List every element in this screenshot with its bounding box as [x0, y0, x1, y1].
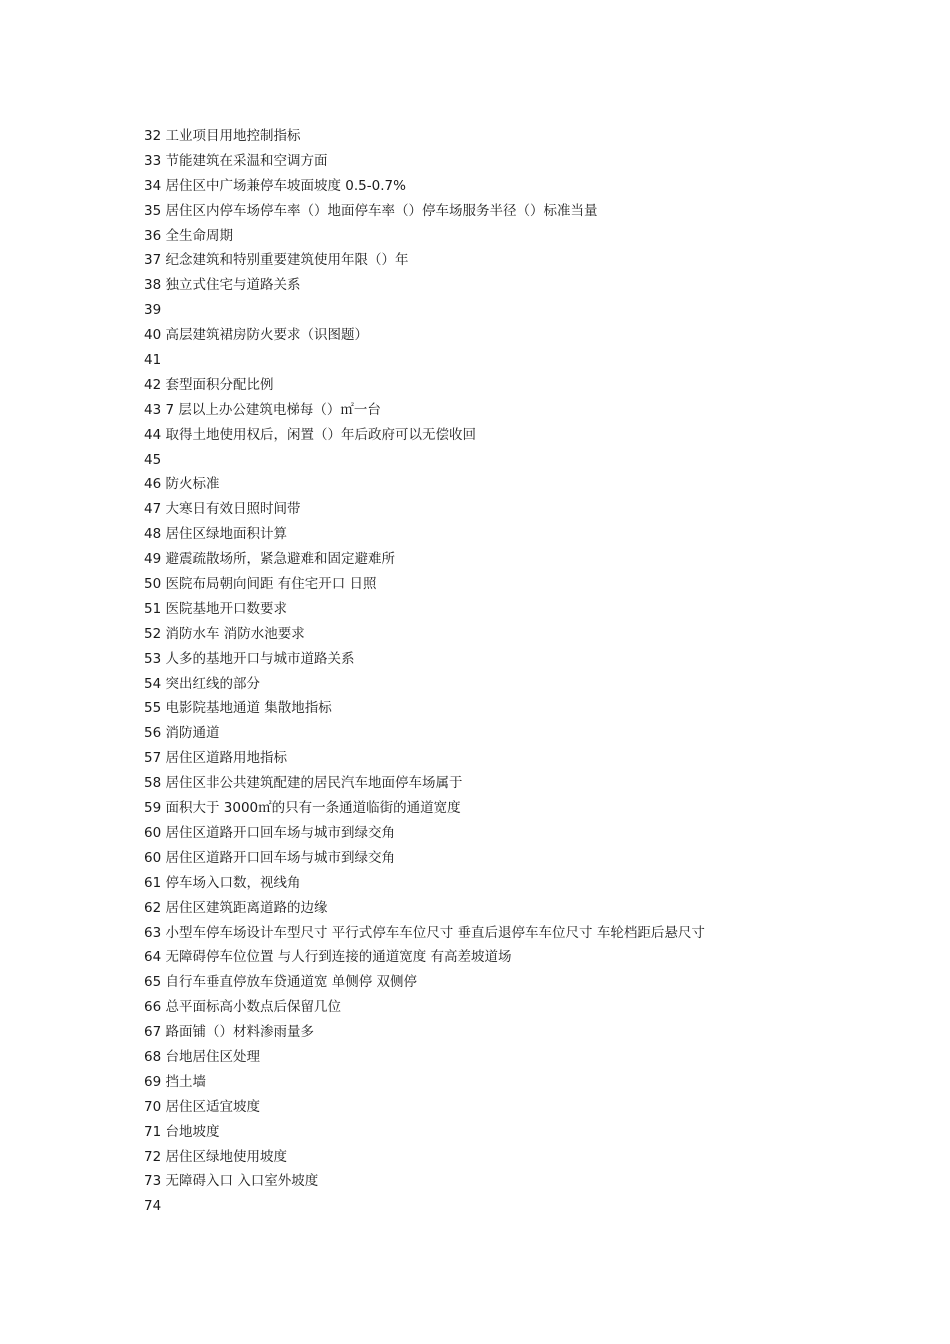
- list-item: 52 消防水车 消防水池要求: [144, 625, 305, 642]
- list-item: 58 居住区非公共建筑配建的居民汽车地面停车场属于: [144, 775, 463, 792]
- list-item: 59 面积大于 3000㎡的只有一条通道临街的通道宽度: [144, 800, 461, 817]
- list-item: 33 节能建筑在采温和空调方面: [144, 152, 328, 169]
- list-item: 62 居住区建筑距离道路的边缘: [144, 899, 328, 916]
- list-item: 63 小型车停车场设计车型尺寸 平行式停车车位尺寸 垂直后退停车车位尺寸 车轮档距后悬尺寸: [144, 924, 705, 941]
- list-item: 40 高层建筑裙房防火要求（识图题）: [144, 327, 368, 344]
- list-item: 37 纪念建筑和特别重要建筑使用年限（）年: [144, 252, 409, 269]
- list-item: 34 居住区中广场兼停车坡面坡度 0.5-0.7%: [144, 177, 406, 194]
- list-item: 45: [144, 451, 162, 468]
- list-item: 41: [144, 352, 162, 369]
- question-list: [144, 124, 844, 1219]
- list-item: 69 挡土墙: [144, 1073, 206, 1090]
- list-item: 36 全生命周期: [144, 227, 233, 244]
- list-item: 54 突出红线的部分: [144, 675, 260, 692]
- list-item: 42 套型面积分配比例: [144, 376, 274, 393]
- list-item: 51 医院基地开口数要求: [144, 600, 287, 617]
- list-item: 46 防火标准: [144, 476, 220, 493]
- list-item: 50 医院布局朝向间距 有住宅开口 日照: [144, 576, 377, 593]
- list-item: 68 台地居住区处理: [144, 1048, 260, 1065]
- list-item: 38 独立式住宅与道路关系: [144, 277, 301, 294]
- list-item: 70 居住区适宜坡度: [144, 1098, 260, 1115]
- list-item: 35 居住区内停车场停车率（）地面停车率（）停车场服务半径（）标准当量: [144, 202, 598, 219]
- list-item: 53 人多的基地开口与城市道路关系: [144, 650, 355, 667]
- list-item: 48 居住区绿地面积计算: [144, 526, 287, 543]
- list-item: 39: [144, 302, 162, 319]
- list-item: 61 停车场入口数，视线角: [144, 874, 301, 891]
- list-item: 49 避震疏散场所，紧急避难和固定避难所: [144, 551, 395, 568]
- list-item: 73 无障碍入口 入口室外坡度: [144, 1173, 319, 1190]
- list-item: 44 取得土地使用权后，闲置（）年后政府可以无偿收回: [144, 426, 476, 443]
- list-item: 55 电影院基地通道 集散地指标: [144, 700, 332, 717]
- list-item: 60 居住区道路开口回车场与城市到绿交角: [144, 849, 395, 866]
- list-item: 43 7 层以上办公建筑电梯每（）㎡一台: [144, 401, 381, 418]
- list-item: 74: [144, 1198, 162, 1215]
- list-item: 60 居住区道路开口回车场与城市到绿交角: [144, 824, 395, 841]
- list-item: 67 路面铺（）材料渗雨量多: [144, 1024, 314, 1041]
- list-item: 56 消防通道: [144, 725, 220, 742]
- list-item: 32 工业项目用地控制指标: [144, 128, 301, 144]
- list-item: 47 大寒日有效日照时间带: [144, 501, 301, 518]
- list-item: 64 无障碍停车位位置 与人行到连接的通道宽度 有高差坡道场: [144, 949, 512, 966]
- list-item: 57 居住区道路用地指标: [144, 750, 287, 767]
- list-item: 65 自行车垂直停放车贷通道宽 单侧停 双侧停: [144, 974, 418, 991]
- list-item: 71 台地坡度: [144, 1123, 220, 1140]
- list-item: 72 居住区绿地使用坡度: [144, 1148, 287, 1165]
- list-item: 66 总平面标高小数点后保留几位: [144, 999, 341, 1016]
